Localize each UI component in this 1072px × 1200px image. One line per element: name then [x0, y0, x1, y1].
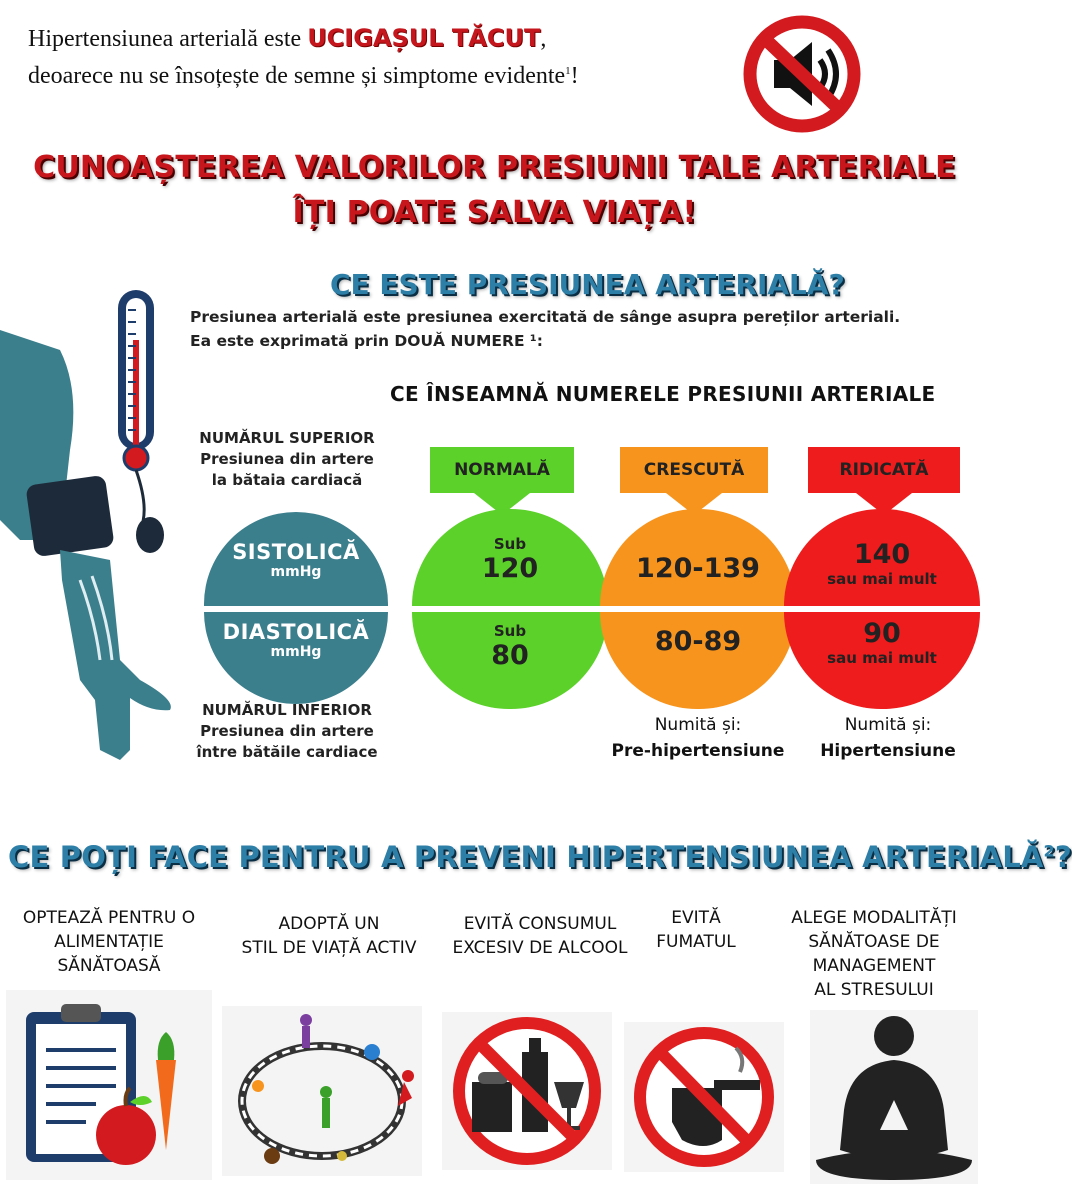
headline-line-1: CUNOAȘTEREA VALORILOR PRESIUNII TALE ARTERIALE [33, 150, 956, 185]
intro-text [28, 22, 708, 92]
elevated-called-label: Numită și: [654, 715, 742, 735]
tip-stress-management [772, 906, 976, 1002]
tip-4-line-2: FUMATUL [656, 932, 736, 952]
bp-definition-line-1: Presiunea arterială este presiunea exercitată de sânge asupra pereților arteriali. [190, 308, 901, 326]
what-is-bp-title: CE ESTE PRESIUNEA ARTERIALĂ? [330, 268, 845, 301]
prevention-title-end: ? [1054, 840, 1072, 874]
meditation-icon [810, 1010, 978, 1184]
tip-5-line-1: ALEGE MODALITĂȚI [791, 908, 957, 928]
normal-systolic-half [412, 509, 608, 606]
normal-systolic-prefix: Sub [493, 535, 527, 553]
high-systolic-half [784, 509, 980, 606]
tip-1-line-1: OPTEAZĂ PENTRU O [22, 908, 196, 928]
high-called-name [788, 738, 988, 764]
high-also-called [788, 712, 988, 764]
headline-line-2: ÎȚI POATE SALVA VIAȚA! [292, 195, 697, 230]
prevention-title-text: CE POȚI FACE PENTRU A PREVENI HIPERTENSIUNEA ARTERIALĂ [8, 840, 1044, 874]
upper-number-label [172, 428, 402, 491]
elevated-called-name-text: Pre-hipertensiune [611, 741, 785, 761]
prevention-title [8, 840, 1072, 874]
high-called-label: Numită și: [844, 715, 932, 735]
healthy-food-icon [6, 990, 212, 1180]
tip-no-smoking [646, 906, 746, 954]
elevated-diastolic-value: 80-89 [654, 626, 742, 657]
high-systolic-value: 140 [853, 539, 911, 570]
high-diastolic-value: 90 [863, 618, 901, 649]
systolic-label: SISTOLICĂ [232, 540, 360, 564]
high-diastolic-half [784, 612, 980, 709]
bp-definition [190, 305, 970, 353]
lower-number-heading: NUMĂRUL INFERIOR [202, 701, 372, 719]
intro-line-2-text: deoarece nu se însoțește de semne și simptome evidente [28, 63, 566, 89]
high-systolic-note: sau mai mult [827, 570, 937, 588]
active-lifestyle-icon [222, 1006, 422, 1176]
no-smoking-icon [624, 1022, 784, 1172]
normal-systolic-value: 120 [481, 553, 539, 584]
diastolic-label: DIASTOLICĂ [222, 620, 370, 644]
normal-tag: NORMALĂ [430, 447, 574, 493]
tip-healthy-food [6, 906, 212, 978]
silent-killer-emphasis: UCIGAȘUL TĂCUT [307, 24, 541, 52]
upper-number-heading: NUMĂRUL SUPERIOR [199, 429, 375, 447]
normal-diastolic-half [412, 612, 608, 709]
elevated-also-called [598, 712, 798, 764]
high-called-name-text: Hipertensiune [820, 741, 956, 761]
diastolic-half-circle [204, 612, 388, 704]
upper-number-desc-2: la bătaia cardiacă [211, 471, 363, 489]
tip-3-line-1: EVITĂ CONSUMUL [463, 914, 617, 934]
elevated-systolic-half [600, 509, 796, 606]
diastolic-unit: mmHg [270, 644, 322, 660]
tip-1-line-2: ALIMENTAȚIE [54, 932, 164, 952]
elevated-diastolic-half [600, 612, 796, 709]
prevention-footnote-ref: 2 [1043, 841, 1055, 861]
no-alcohol-icon [442, 1012, 612, 1170]
systolic-unit: mmHg [270, 564, 322, 580]
tip-5-line-4: AL STRESULUI [814, 980, 934, 1000]
tip-2-line-2: STIL DE VIAȚĂ ACTIV [241, 938, 417, 958]
systolic-half-circle [204, 512, 388, 606]
normal-diastolic-value: 80 [491, 640, 529, 671]
intro-line-1 [28, 22, 708, 55]
lower-number-label [172, 700, 402, 763]
elevated-tag: CRESCUTĂ [620, 447, 768, 493]
tip-2-line-1: ADOPTĂ UN [278, 914, 380, 934]
intro-line-1-suffix: , [540, 26, 547, 52]
arm-blood-pressure-illustration [0, 280, 190, 780]
elevated-called-name [598, 738, 798, 764]
high-tag: RIDICATĂ [808, 447, 960, 493]
tip-no-alcohol [440, 912, 640, 960]
high-diastolic-note: sau mai mult [827, 649, 937, 667]
tip-3-line-2: EXCESIV DE ALCOOL [452, 938, 628, 958]
bp-numbers-meaning-title: CE ÎNSEAMNĂ NUMERELE PRESIUNII ARTERIALE [390, 382, 936, 406]
lower-number-desc-1: Presiunea din artere [200, 722, 374, 740]
bp-definition-line-2: Ea este exprimată prin DOUĂ NUMERE ¹: [190, 332, 543, 350]
tip-4-line-1: EVITĂ [671, 908, 721, 928]
upper-number-desc-1: Presiunea din artere [200, 450, 374, 468]
muted-speaker-icon [734, 14, 870, 134]
intro-footnote-ref: 1 [565, 65, 571, 77]
tip-5-line-2: SĂNĂTOASE DE [808, 932, 940, 952]
elevated-systolic-value: 120-139 [636, 553, 760, 584]
normal-diastolic-prefix: Sub [493, 622, 527, 640]
intro-line-2 [28, 55, 708, 92]
intro-line-2-end: ! [570, 63, 579, 89]
tip-active-lifestyle [222, 912, 436, 960]
intro-line-1-prefix: Hipertensiunea arterială este [28, 26, 308, 52]
lower-number-desc-2: între bătăile cardiace [196, 743, 378, 761]
tip-5-line-3: MANAGEMENT [812, 956, 936, 976]
tip-1-line-3: SĂNĂTOASĂ [57, 956, 161, 976]
